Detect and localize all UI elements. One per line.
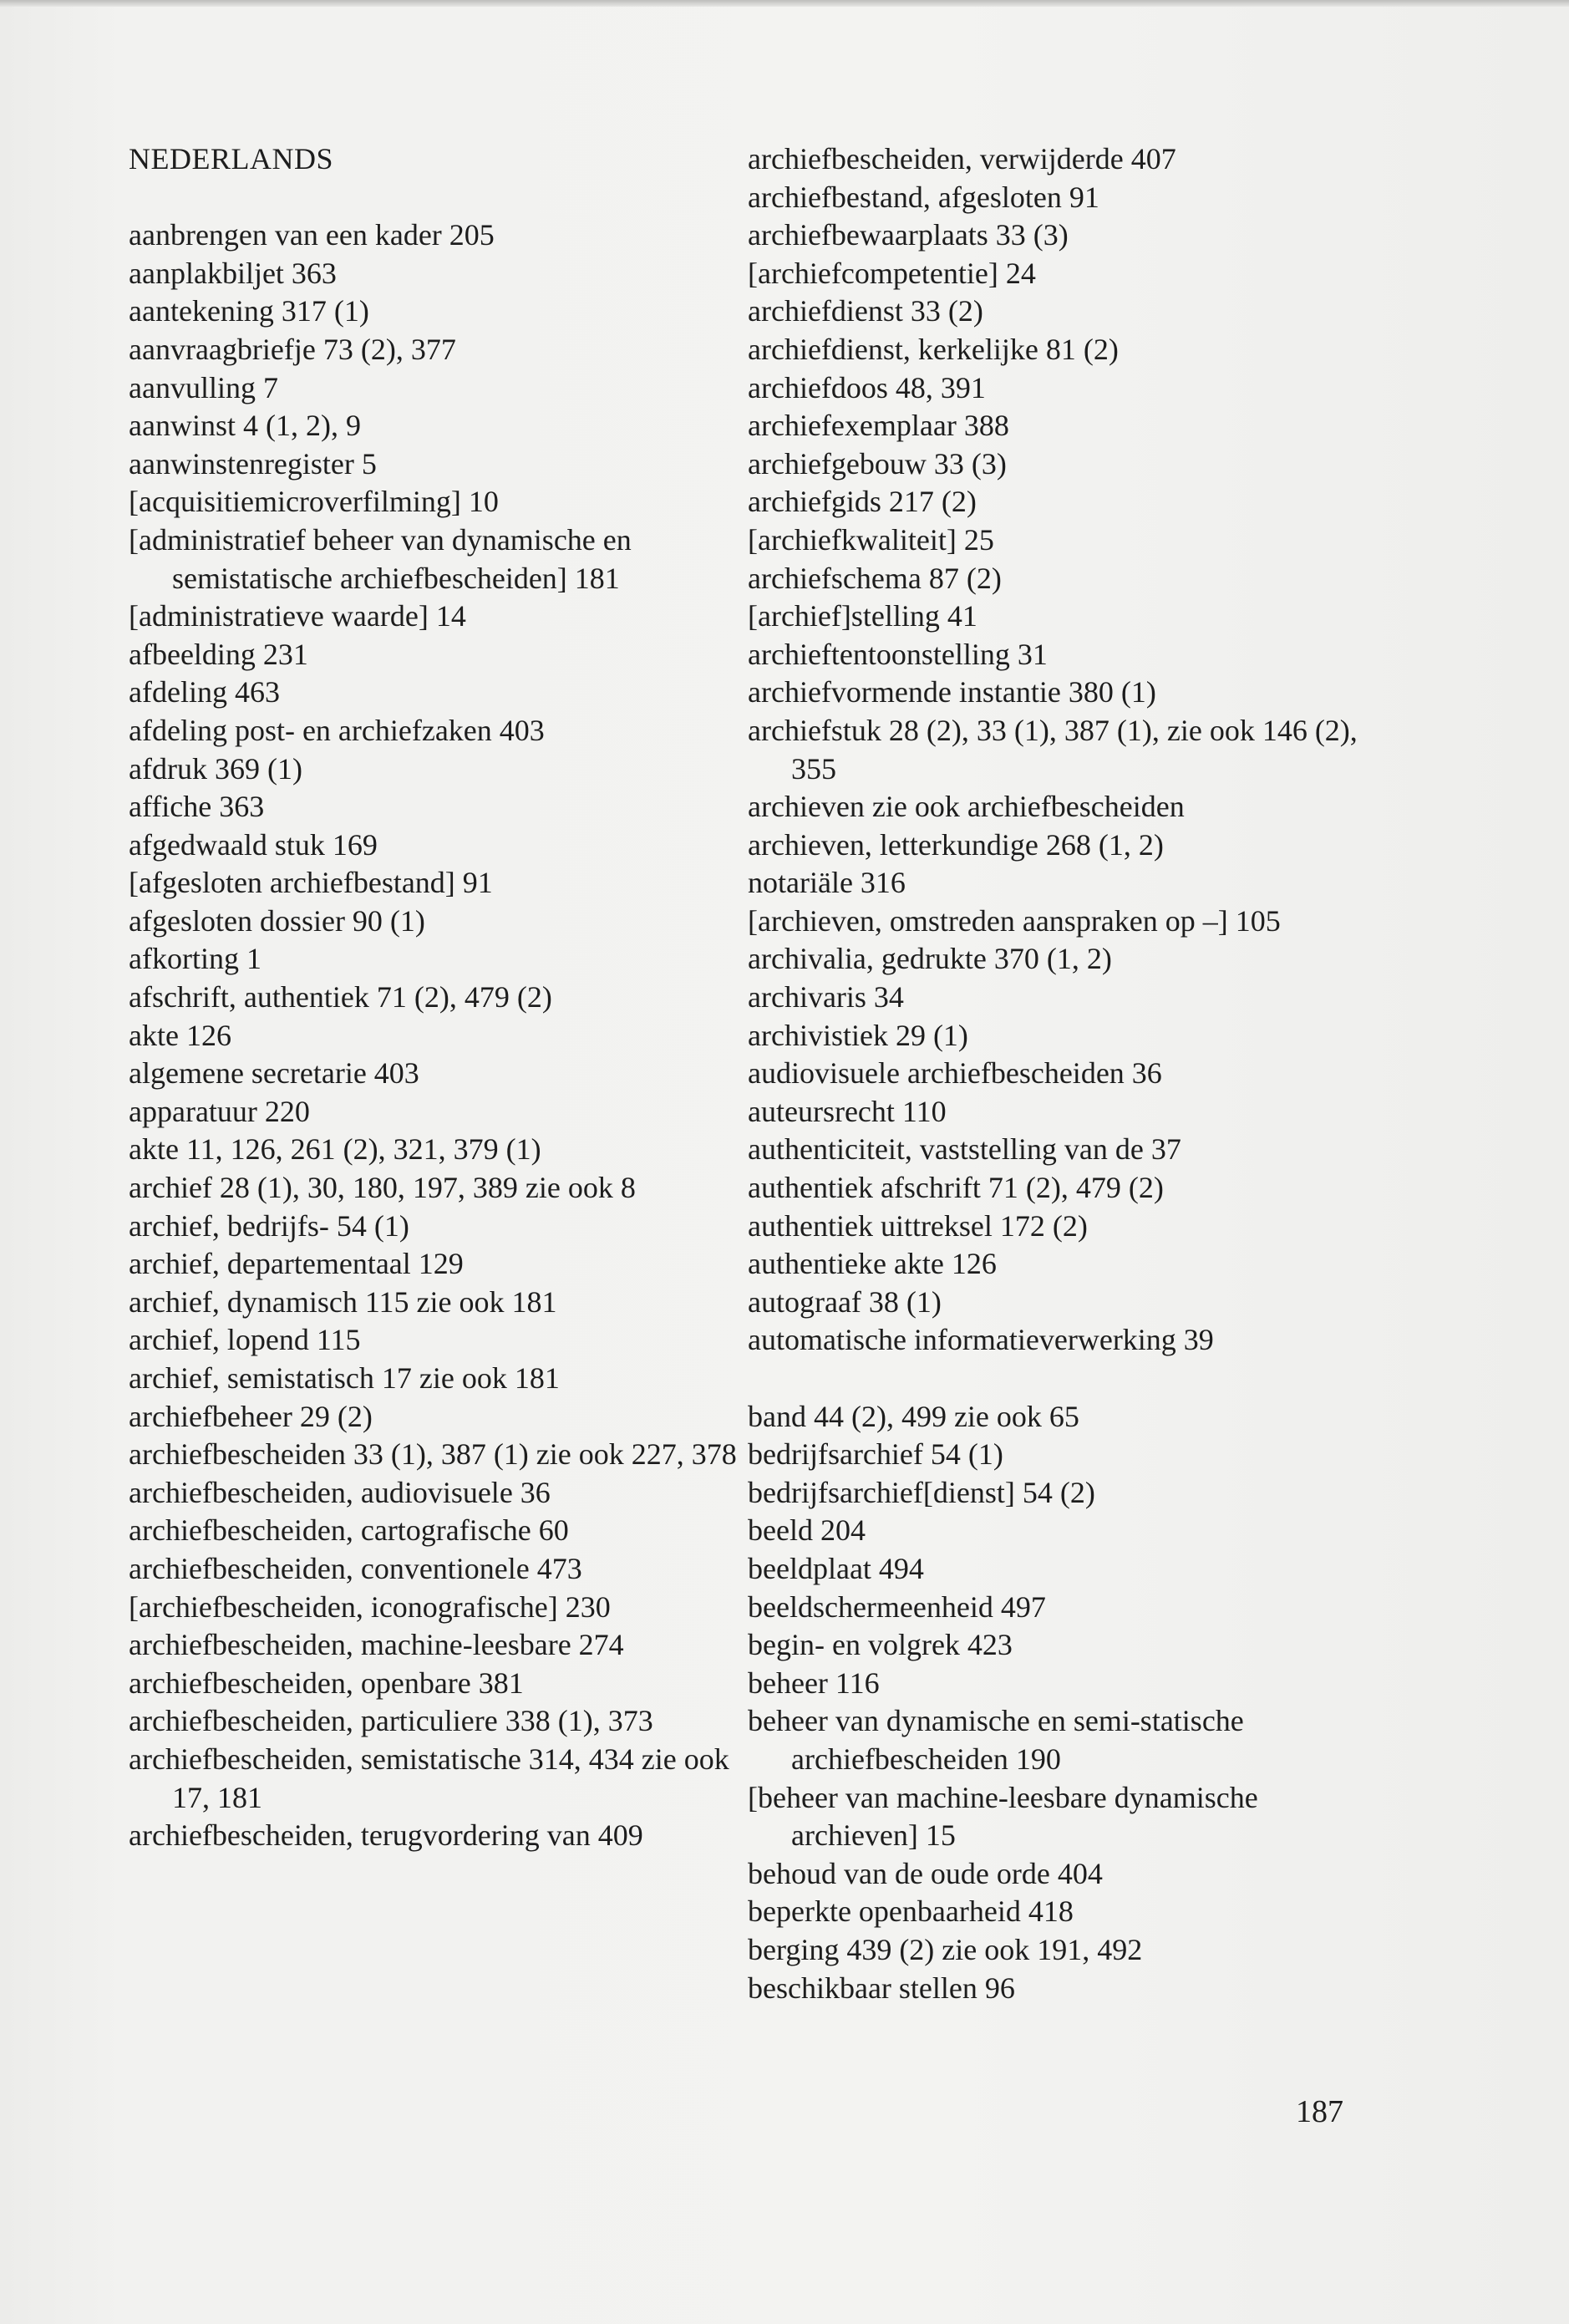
index-entry: [administratief beheer van dynamische en semistatische archiefbescheiden] 181 (129, 522, 632, 595)
index-entry: authentiek afschrift 71 (2), 479 (2) (748, 1171, 1164, 1205)
index-entry: beperkte openbaarheid 418 (748, 1894, 1074, 1929)
index-entry: [archiefbescheiden, iconografische] 230 (129, 1589, 611, 1624)
index-entry: archiefbescheiden, terugvordering van 409 (129, 1818, 643, 1853)
page-top-shadow (0, 0, 1569, 7)
index-entry: automatische informatieverwerking 39 (748, 1323, 1214, 1357)
index-entry: archiefbescheiden, openbare 381 (129, 1665, 524, 1700)
index-entry: afschrift, authentiek 71 (2), 479 (2) (129, 980, 552, 1015)
index-list-right-b (748, 1398, 1383, 2008)
index-entry: bedrijfsarchief 54 (1) (748, 1437, 1003, 1472)
index-list-left (129, 216, 743, 1855)
index-entry: archivaris 34 (748, 980, 904, 1015)
index-entry: auteursrecht 110 (748, 1094, 947, 1128)
index-entry: beeld 204 (748, 1513, 866, 1548)
index-entry: audiovisuele archiefbescheiden 36 (748, 1056, 1162, 1091)
index-entry: archiefbewaarplaats 33 (3) (748, 218, 1069, 252)
index-entry: autograaf 38 (1) (748, 1284, 942, 1319)
index-entry: archiefbescheiden, particuliere 338 (1), 373 (129, 1704, 653, 1738)
page-number: 187 (1296, 2094, 1343, 2129)
index-entry: archiefschema 87 (2) (748, 561, 1002, 595)
index-entry: berging 439 (2) zie ook 191, 492 (748, 1932, 1143, 1966)
index-entry: archivalia, gedrukte 370 (1, 2) (748, 942, 1112, 976)
index-entry: archiefbeheer 29 (2) (129, 1399, 373, 1433)
index-entry: [acquisitiemicroverfilming] 10 (129, 485, 499, 519)
index-entry: archiefbestand, afgesloten 91 (748, 180, 1099, 214)
index-entry: afkorting 1 (129, 942, 262, 976)
index-entry: affiche 363 (129, 790, 265, 824)
index-entry: begin- en volgrek 423 (748, 1628, 1013, 1662)
index-entry: aanplakbiljet 363 (129, 256, 337, 290)
index-entry: aanvraagbriefje 73 (2), 377 (129, 332, 456, 366)
index-entry: algemene secretarie 403 (129, 1056, 419, 1091)
index-entry: archief, departementaal 129 (129, 1247, 464, 1281)
index-entry: akte 11, 126, 261 (2), 321, 379 (1) (129, 1132, 541, 1167)
index-entry: authentieke akte 126 (748, 1247, 997, 1281)
index-entry: aanvulling 7 (129, 370, 278, 404)
index-entry: archiefbescheiden 33 (1), 387 (1) zie ook 227, 378 (129, 1437, 737, 1472)
index-entry: aantekening 317 (1) (129, 294, 369, 328)
index-entry: archiefbescheiden, cartografische 60 (129, 1513, 569, 1548)
index-entry: archieven, letterkundige 268 (1, 2) (748, 827, 1164, 862)
index-entry: archiefbescheiden, audiovisuele 36 (129, 1475, 551, 1509)
index-entry: notariäle 316 (748, 866, 906, 900)
index-entry: afdruk 369 (1) (129, 751, 302, 786)
index-entry: authentiek uittreksel 172 (2) (748, 1208, 1088, 1243)
index-list-right-a (748, 140, 1383, 1360)
index-entry: archiefstuk 28 (2), 33 (1), 387 (1), zie ook 146 (2), 355 (748, 713, 1358, 786)
index-entry: afbeelding 231 (129, 637, 308, 671)
index-entry: archief, bedrijfs- 54 (1) (129, 1208, 409, 1243)
index-entry: archiefgebouw 33 (3) (748, 446, 1007, 481)
index-entry: aanbrengen van een kader 205 (129, 218, 495, 252)
index-entry: afdeling 463 (129, 675, 280, 709)
index-column-left (129, 140, 743, 1855)
index-entry: archieftentoonstelling 31 (748, 637, 1048, 671)
index-entry: [beheer van machine-leesbare dynamische archieven] 15 (748, 1780, 1258, 1853)
index-entry: beschikbaar stellen 96 (748, 1971, 1015, 2005)
index-entry: [archief]stelling 41 (748, 599, 977, 633)
index-entry: bedrijfsarchief[dienst] 54 (2) (748, 1475, 1095, 1509)
index-entry: archiefgids 217 (2) (748, 485, 977, 519)
index-entry: beeldschermeenheid 497 (748, 1589, 1046, 1624)
index-entry: afgedwaald stuk 169 (129, 827, 378, 862)
index-entry: archiefexemplaar 388 (748, 409, 1009, 443)
index-entry: archiefbescheiden, verwijderde 407 (748, 142, 1176, 175)
index-entry: [afgesloten archiefbestand] 91 (129, 866, 493, 900)
index-entry: aanwinstenregister 5 (129, 446, 377, 481)
index-column-right (748, 140, 1383, 2007)
index-entry: archiefdienst, kerkelijke 81 (2) (748, 332, 1119, 366)
index-entry: archief, lopend 115 (129, 1323, 361, 1357)
index-entry: apparatuur 220 (129, 1094, 310, 1128)
index-entry: archiefbescheiden, machine-leesbare 274 (129, 1628, 624, 1662)
index-entry: band 44 (2), 499 zie ook 65 (748, 1399, 1079, 1433)
index-entry: archiefdienst 33 (2) (748, 294, 983, 328)
index-entry: archiefbescheiden, semistatische 314, 434 zie ook 17, 181 (129, 1742, 729, 1814)
index-entry: archiefbescheiden, conventionele 473 (129, 1551, 582, 1585)
index-entry: beheer 116 (748, 1665, 880, 1700)
index-entry: beheer van dynamische en semi-statische archiefbescheiden 190 (748, 1704, 1244, 1776)
index-entry: archief, dynamisch 115 zie ook 181 (129, 1284, 557, 1319)
index-entry: [archiefcompetentie] 24 (748, 256, 1036, 290)
index-entry: archivistiek 29 (1) (748, 1018, 968, 1052)
index-entry: archief 28 (1), 30, 180, 197, 389 zie ook 8 (129, 1171, 636, 1205)
index-entry: beeldplaat 494 (748, 1551, 924, 1585)
index-entry: akte 126 (129, 1018, 231, 1052)
index-entry: archiefdoos 48, 391 (748, 370, 986, 404)
section-heading: NEDERLANDS (129, 142, 333, 175)
index-entry: afgesloten dossier 90 (1) (129, 903, 425, 938)
index-entry: archiefvormende instantie 380 (1) (748, 675, 1156, 709)
index-entry: [archiefkwaliteit] 25 (748, 522, 994, 557)
index-entry: afdeling post- en archiefzaken 403 (129, 713, 545, 747)
index-entry: aanwinst 4 (1, 2), 9 (129, 409, 361, 443)
index-entry: [administratieve waarde] 14 (129, 599, 466, 633)
index-entry: archieven zie ook archiefbescheiden (748, 790, 1185, 824)
index-entry: authenticiteit, vaststelling van de 37 (748, 1132, 1181, 1167)
index-entry: archief, semistatisch 17 zie ook 181 (129, 1361, 560, 1395)
index-entry: behoud van de oude orde 404 (748, 1856, 1103, 1890)
index-entry: [archieven, omstreden aanspraken op –] 105 (748, 903, 1281, 938)
